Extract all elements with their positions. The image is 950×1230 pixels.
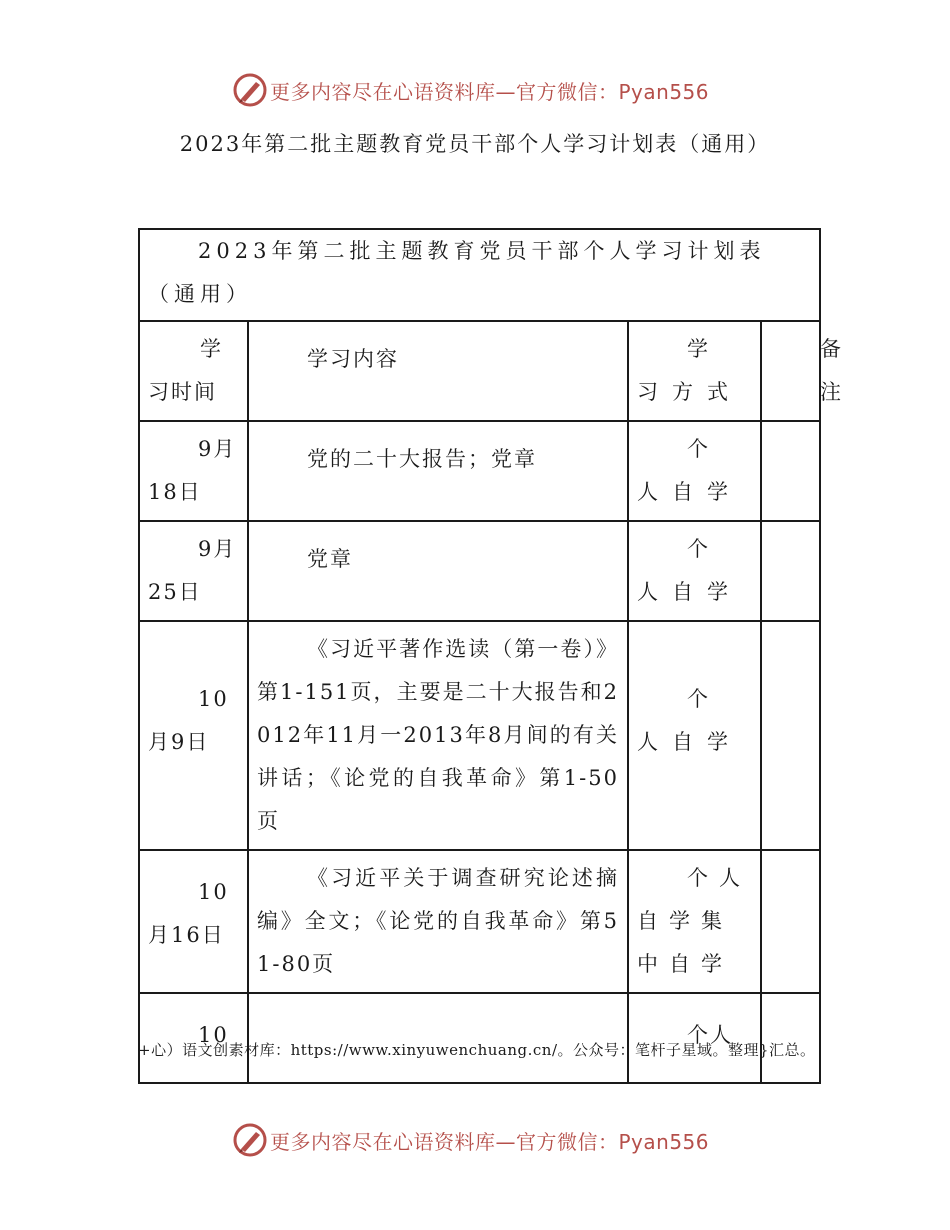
table-row	[139, 993, 820, 1083]
row-time: 10	[198, 1023, 229, 1047]
header-time: 学习时间	[148, 337, 223, 404]
study-plan-table	[138, 228, 843, 1084]
bottom-banner	[0, 1120, 950, 1160]
footnote: +心）语文创素材库：https://www.xinyuwenchuang.cn/。公众号：笔杆子星域。整理}汇总。	[138, 1041, 816, 1059]
table-caption-cell	[139, 229, 820, 321]
table-row	[139, 421, 820, 521]
row-note	[762, 994, 819, 1006]
row-method: 个人自学集中自学	[637, 866, 751, 976]
header-content-cell	[248, 321, 628, 421]
table-row	[139, 521, 820, 621]
pen-logo-icon	[232, 72, 268, 108]
row-time: 9月25日	[148, 537, 237, 604]
row-method: 个人自学	[637, 437, 742, 504]
table-caption: 2023年第二批主题教育党员干部个人学习计划表（通用）	[148, 239, 766, 306]
table-caption-row	[139, 229, 820, 321]
banner-text: 更多内容尽在心语资料库—官方微信：Pyan556	[270, 80, 710, 104]
row-method: 个人	[687, 1023, 733, 1047]
row-note	[762, 622, 819, 634]
row-method: 个人自学	[637, 687, 742, 754]
table-header-row	[139, 321, 820, 421]
header-note-cell	[761, 321, 843, 421]
pen-logo-icon	[232, 1122, 268, 1158]
table-row	[139, 621, 820, 850]
header-time-cell	[139, 321, 248, 421]
header-method: 学习方式	[637, 337, 742, 404]
row-note	[762, 851, 819, 863]
row-note	[762, 522, 819, 534]
header-note: 备注	[820, 337, 843, 404]
page-title: 2023年第二批主题教育党员干部个人学习计划表（通用）	[179, 132, 771, 156]
row-content: 《习近平著作选读（第一卷）》第1-151页，主要是二十大报告和2012年11月一2013年8月间的有关讲话；《论党的自我革命》第1-50页	[257, 637, 619, 833]
row-content	[249, 994, 627, 1006]
row-time: 10月16日	[148, 880, 229, 947]
row-note	[762, 422, 819, 434]
table-row	[139, 850, 820, 993]
row-content: 《习近平关于调查研究论述摘编》全文；《论党的自我革命》第51-80页	[257, 866, 619, 976]
row-time: 10月9日	[148, 687, 229, 754]
banner-text: 更多内容尽在心语资料库—官方微信：Pyan556	[270, 1130, 710, 1154]
row-content: 党的二十大报告；党章	[307, 447, 537, 471]
row-time: 9月18日	[148, 437, 237, 504]
header-method-cell	[628, 321, 761, 421]
header-content: 学习内容	[307, 347, 399, 371]
top-banner	[0, 70, 950, 110]
row-method: 个人自学	[637, 537, 742, 604]
row-content: 党章	[307, 547, 353, 571]
